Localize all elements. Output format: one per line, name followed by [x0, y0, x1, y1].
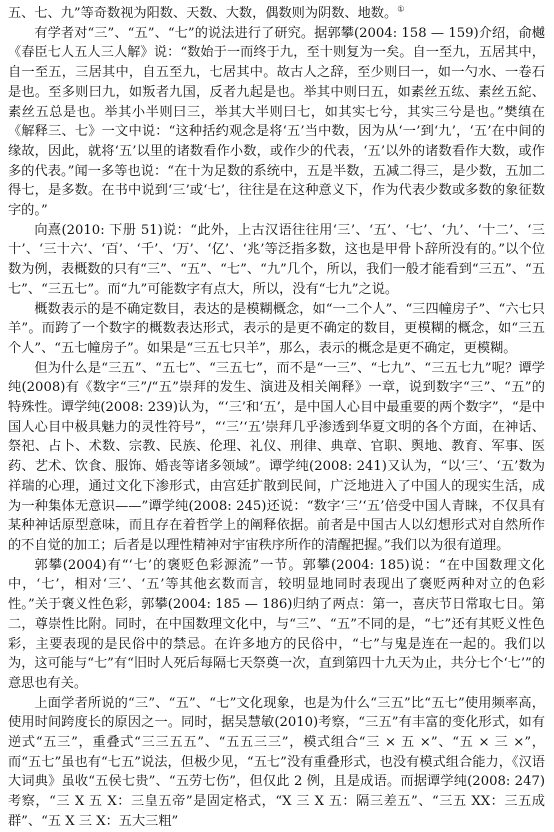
paragraph-text: 五、七、九”等奇数视为阳数、天数、大数，偶数则为阴数、地数。 [8, 6, 398, 21]
paragraph-approximate-numbers: 概数表示的是不确定数目，表达的是模糊概念，如“一二个人”、“三四幢房子”、“六七只羊”。而跨了一个数字的概数表达形式，表示的是更不确定的数目，更模糊的概念，如“三五个人”、“五七幢房子”。如果是“三五七只羊”，那么，表示的概念是更不确定，更模糊。 [8, 301, 545, 356]
paragraph-tan-xuechun: 但为什么是“三五”、“五七”、“三五七”，而不是“一三”、“七九”、“三五七九”呢？谭学纯(2008)有《数字“三”/“五”崇拜的发生、演进及相关阐释》一章，说到数字“三”、“五”的特殊性。谭学纯(2008: 239)认为，“‘三’和‘五’，是中国人心目中最重要的两个数字”，“是中国人心目中极具魅力的灵性符号”，“‘三’‘五’崇拜几乎渗透到华夏文明的各个方面，在神话、祭祀、占卜、术数、宗教、民族、伦理、礼仪、刑律、典章、官职、舆地、教育、军事、医药、艺术、饮食、服饰、婚丧等诸多领域”。谭学纯(2008: 241)又认为，“以‘三’、‘五’数为祥瑞的心理，通过文化下渗形式，由宫廷扩散到民间，广泛地进入了中国人的现实生活，成为一种集体无意识——”谭学纯(2008: 245)还说：“数字‘三’‘五’倍受中国人青睐，不仅具有某种神话原型意味，而且存在着哲学上的阐释依据。前者是中国古人以幻想形式对自然所作的不自觉的加工；后者是以理性精神对宇宙秩序所作的清醒把握。”我们以为很有道理。 [8, 360, 545, 553]
paragraph-continuation [8, 4, 545, 24]
paragraph-numerology-scholars: 有学者对“三”、“五”、“七”的说法进行了研究。据郭攀(2004: 158 — 159)介绍，俞樾《春臣七人五人三人解》说：“数始于一而终于九，至十则复为一矣。自一至九，五居其中，自一至五，三居其中，自五至九，七居其中。故古人之辞，至少则曰一，如一勺水、一卷石是也。至多则曰九，如叛者九国，反者九起是也。举其中则曰五，如素丝五纮、素丝五紽、素丝五总是也。举其小半则曰三，举其大半则曰七，如其实七兮，其实三兮是也。”樊缜在《解释三、七》一文中说：“这种括约观念是将‘五’当中数，因为从‘一’到‘九’，‘五’在中间的缘故，因此，就将‘五’以里的诸数看作小数，或作少的代表，‘五’以外的诸数看作大数，或作多的代表。”闻一多等也说：“在十为足数的系统中，五是半数，五减二得三，是少数，五加二得七，是多数。在书中说到‘三’或‘七’，往往是在这种意义下，作为代表少数或多数的象征数字的。” [8, 25, 545, 219]
paragraph-guo-pan-seven: 郭攀(2004)有“‘七’的褒贬色彩源流”一节。郭攀(2004: 185)说：“在中国数理文化中，‘七’，相对‘三’、‘五’等其他玄数而言，较明显地同时表现出了褒贬两种对立的色彩性。”关于褒义性色彩，郭攀(2004: 185 — 186)归纳了两点：第一，喜庆节日常取七日。第二，尊崇性比附。同时，在中国数理文化中，与“三”、“五”不同的是，“七”还有其贬义性色彩，主要表现的是民俗中的禁忌。在许多地方的民俗中，“七”与鬼是连在一起的。我们以为，这可能与“七”有“旧时人死后每隔七天祭奠一次，直到第四十九天为止，共分七个‘七’”的意思也有关。 [8, 557, 545, 691]
paragraph-usage-frequency: 上面学者所说的“三”、“五”、“七”文化现象，也是为什么“三五”比“五七”使用频率高，使用时间跨度长的原因之一。同时，据吴慧敏(2010)考察，“三五”有丰富的变化形式，如有逆式“五三”，重叠式“三三五五”、“五五三三”，模式组合“三 × 五 ×”、“五 × 三 ×”，而“五七”虽也有“七五”说法，但极少见，“五七”没有重叠形式，也没有模式组合能力，《汉语大词典》虽收“五侯七贵”、“五劳七伤”，但仅此 2 例，且是成语。而据谭学纯(2008: 247)考察，“三 X 五 X：三皇五帝”是固定格式，“X 三 X 五：隔三差五”、“三五 XX：三五成群”、“五 X 三 X：五大三粗” [8, 695, 545, 829]
footnote-marker: ① [397, 4, 405, 14]
paragraph-xiang-xi-quote: 向熹(2010: 下册 51)说：“此外，上古汉语往往用‘三’、‘五’、‘七’、‘九’、‘十二’、‘三十’、‘三十六’、‘百’、‘千’、‘万’、‘亿’、‘兆’等泛指多数，这也是甲骨卜辞所没有的。”以个位数为例，表概数的只有“三”、“五”、“七”、“九”几个，所以，我们一般才能看到“三五”、“五七”、“三五七”。而“九”可能数字有点大，所以，没有“七九”之说。 [8, 222, 545, 297]
